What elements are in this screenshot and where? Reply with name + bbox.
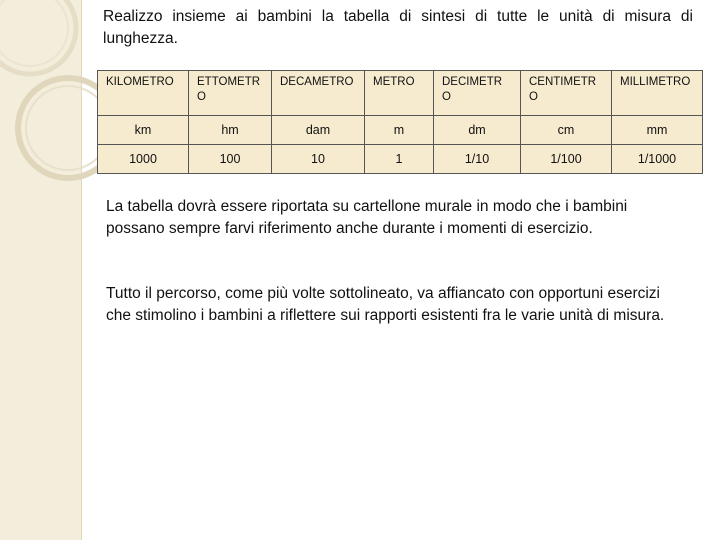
table-row [98,116,703,145]
symbol-cell: km [98,116,189,145]
value-cell: 1000 [98,145,189,174]
symbol-cell: hm [189,116,272,145]
length-units-table [97,70,703,174]
value-cell: 1/10 [434,145,521,174]
intro-text: Realizzo insieme ai bambini la tabella di sintesi di tutte le unità di misura di lunghezza. [103,8,693,47]
header-cell: MILLIMETRO [612,71,703,116]
symbol-cell: mm [612,116,703,145]
header-cell: METRO [365,71,434,116]
value-cell: 100 [189,145,272,174]
symbol-cell: cm [521,116,612,145]
table-header-row [98,71,703,116]
paragraph-usage: La tabella dovrà essere riportata su cartellone murale in modo che i bambini possano sempre farvi riferimento anche durante i momenti di esercizio. [106,198,628,237]
value-cell: 1/1000 [612,145,703,174]
header-cell: ETTOMETR O [189,71,272,116]
header-cell: CENTIMETR O [521,71,612,116]
value-cell: 10 [272,145,365,174]
symbol-cell: dam [272,116,365,145]
table-row [98,145,703,174]
value-cell: 1/100 [521,145,612,174]
paragraph-exercises: Tutto il percorso, come più volte sottolineato, va affiancato con opportuni esercizi che stimolino i bambini a riflettere sui rapporti esistenti fra le varie unità di misura. [106,285,665,324]
value-cell: 1 [365,145,434,174]
symbol-cell: dm [434,116,521,145]
header-cell: DECAMETRO [272,71,365,116]
header-cell: DECIMETR O [434,71,521,116]
header-cell: KILOMETRO [98,71,189,116]
symbol-cell: m [365,116,434,145]
